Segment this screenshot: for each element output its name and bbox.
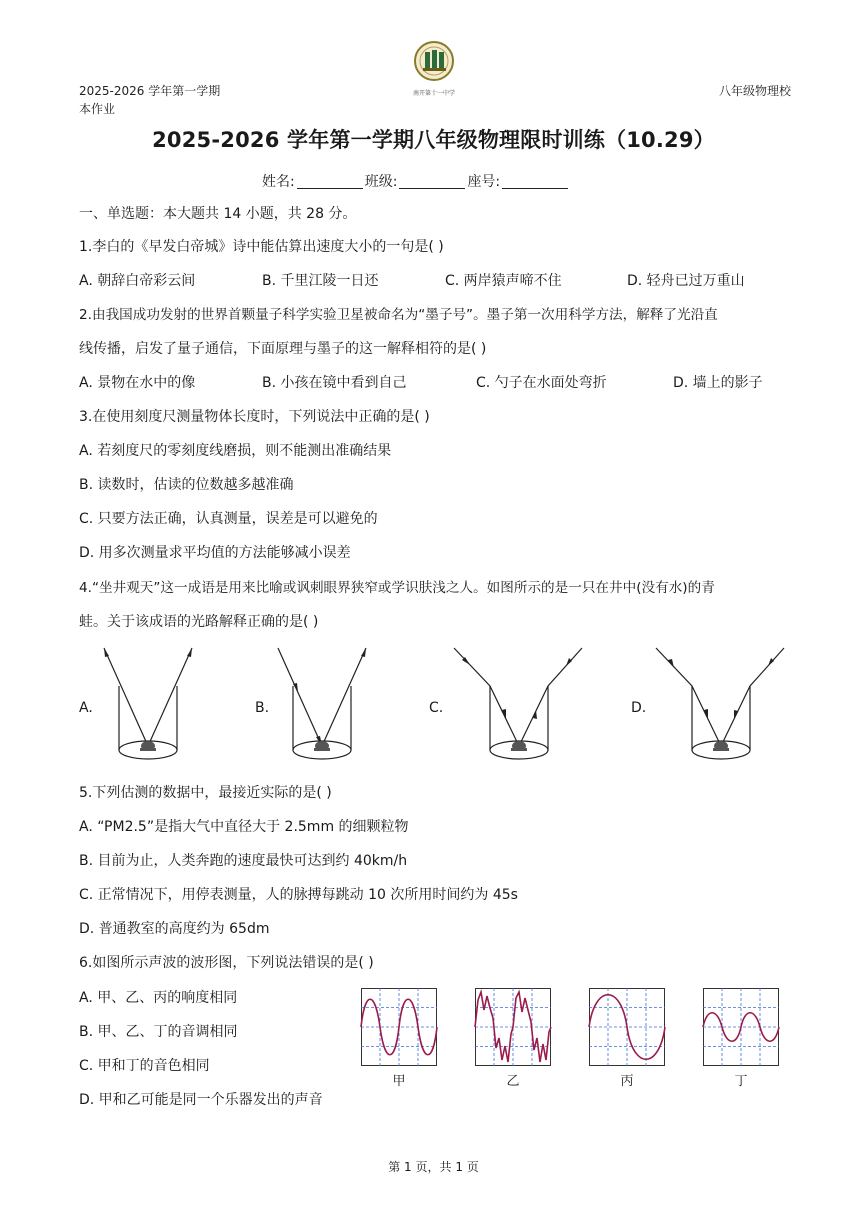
- q1-option-b: B. 千里江陵一日还: [262, 273, 379, 289]
- q4-label-d: D.: [631, 700, 647, 716]
- q2-option-a: A. 景物在水中的像: [79, 375, 196, 391]
- student-info: [262, 171, 570, 191]
- q1-option-a: A. 朝辞白帝彩云间: [79, 273, 196, 289]
- q5-option-c: C. 正常情况下，用停表测量，人的脉搏每跳动 10 次所用时间约为 45s: [79, 887, 518, 903]
- q4-label-c: C.: [429, 700, 444, 716]
- q1-option-c: C. 两岸猿声啼不住: [445, 273, 562, 289]
- header-right: 八年级物理校: [718, 84, 791, 98]
- wave-label-yi: 乙: [506, 1074, 520, 1089]
- section-heading: 一、单选题：本大题共 14 小题，共 28 分。: [79, 206, 357, 222]
- q6-option-d: D. 甲和乙可能是同一个乐器发出的声音: [79, 1092, 323, 1108]
- q5-option-d: D. 普通教室的高度约为 65dm: [79, 921, 270, 937]
- name-label: 姓名:: [262, 174, 295, 190]
- waveform-bing: [589, 988, 665, 1066]
- q3-option-c: C. 只要方法正确，认真测量，误差是可以避免的: [79, 511, 378, 527]
- q5-option-a: A. “PM2.5”是指大气中直径大于 2.5mm 的细颗粒物: [79, 819, 409, 835]
- well-diagram-c: [448, 642, 588, 768]
- waveform-jia: [361, 988, 437, 1066]
- q4-stem-line1: 4.“坐井观天”这一成语是用来比喻或讽刺眼界狭窄或学识肤浅之人。如图所示的是一只在井中(没有水)的青: [79, 580, 715, 596]
- well-diagram-a: [96, 642, 206, 768]
- q6-option-c: C. 甲和丁的音色相同: [79, 1058, 210, 1074]
- name-blank[interactable]: [297, 174, 363, 189]
- page-title: 2025-2026 学年第一学期八年级物理限时训练（10.29）: [152, 128, 715, 152]
- q5-option-b: B. 目前为止，人类奔跑的速度最快可达到约 40km/h: [79, 853, 408, 869]
- wave-label-jia: 甲: [392, 1074, 406, 1089]
- q2-option-b: B. 小孩在镜中看到自己: [262, 375, 407, 391]
- q4-label-b: B.: [255, 700, 270, 716]
- q3-stem: 3.在使用刻度尺测量物体长度时，下列说法中正确的是( ): [79, 409, 430, 425]
- waveform-yi: [475, 988, 551, 1066]
- logo-caption: 南开第十一中学: [412, 90, 455, 97]
- well-diagram-b: [270, 642, 380, 768]
- q6-option-a: A. 甲、乙、丙的响度相同: [79, 990, 238, 1006]
- q4-stem-line2: 蛙。关于该成语的光路解释正确的是( ): [79, 614, 319, 630]
- page-footer: 第 1 页，共 1 页: [388, 1160, 479, 1174]
- q2-option-c: C. 勺子在水面处弯折: [476, 375, 607, 391]
- class-blank[interactable]: [399, 174, 465, 189]
- q6-option-b: B. 甲、乙、丁的音调相同: [79, 1024, 238, 1040]
- q2-stem-line1: 2.由我国成功发射的世界首颗量子科学实验卫星被命名为“墨子号”。墨子第一次用科学方法，解释了光沿直: [79, 307, 718, 323]
- q3-option-d: D. 用多次测量求平均值的方法能够减小误差: [79, 545, 351, 561]
- q3-option-b: B. 读数时，估读的位数越多越准确: [79, 477, 294, 493]
- q4-label-a: A.: [79, 700, 93, 716]
- q5-stem: 5.下列估测的数据中，最接近实际的是( ): [79, 785, 332, 801]
- class-label: 班级:: [364, 174, 398, 190]
- seat-blank[interactable]: [502, 174, 568, 189]
- wave-label-bing: 丙: [620, 1074, 634, 1089]
- q1-option-d: D. 轻舟已过万重山: [627, 273, 745, 289]
- seat-label: 座号:: [467, 174, 501, 190]
- well-diagram-d: [650, 642, 790, 768]
- q3-option-a: A. 若刻度尺的零刻度线磨损，则不能测出准确结果: [79, 443, 392, 459]
- header-left-line1: 2025-2026 学年第一学期: [79, 84, 221, 98]
- wave-label-ding: 丁: [734, 1074, 748, 1089]
- q1-stem: 1.李白的《早发白帝城》诗中能估算出速度大小的一句是( ): [79, 239, 444, 255]
- q2-stem-line2: 线传播，启发了量子通信，下面原理与墨子的这一解释相符的是( ): [79, 341, 487, 357]
- waveform-ding: [703, 988, 779, 1066]
- q2-option-d: D. 墙上的影子: [673, 375, 763, 391]
- header-left-line2: 本作业: [79, 102, 116, 116]
- q6-stem: 6.如图所示声波的波形图，下列说法错误的是( ): [79, 955, 374, 971]
